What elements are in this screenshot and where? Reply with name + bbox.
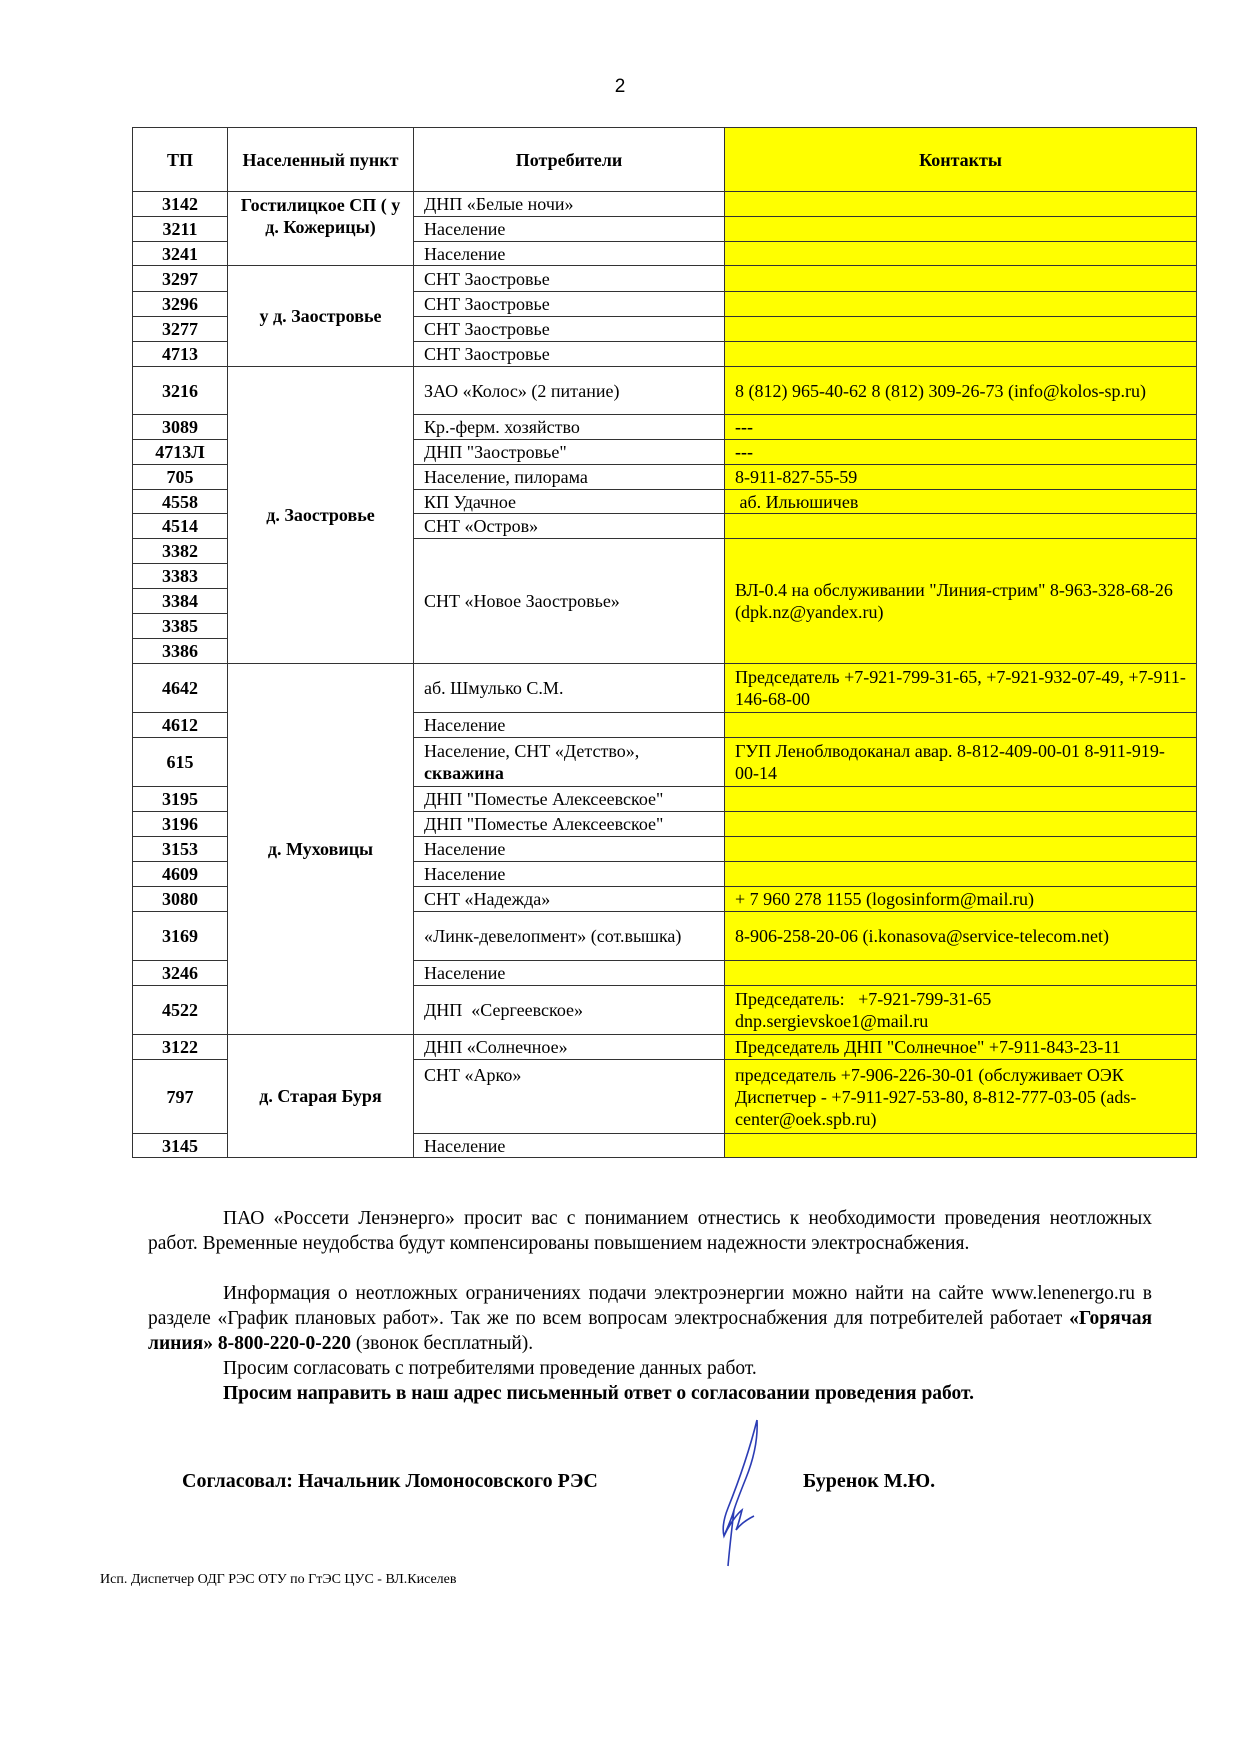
tp-cell: 3169 [133,912,228,961]
contact-cell [725,713,1197,738]
tp-cell: 4514 [133,514,228,539]
consumer-cell: СНТ Заостровье [414,266,725,292]
contact-cell [725,837,1197,862]
tp-cell: 797 [133,1060,228,1134]
header-locality: Населенный пункт [228,128,414,192]
tp-cell: 3297 [133,266,228,292]
contact-cell: ВЛ-0.4 на обслуживании "Линия-стрим" 8-963-328-68-26 (dpk.nz@yandex.ru) [725,539,1197,664]
tp-cell: 705 [133,465,228,490]
consumer-cell: «Линк-девелопмент» (сот.вышка) [414,912,725,961]
contact-cell [725,812,1197,837]
contact-cell: --- [725,415,1197,440]
contact-cell [725,317,1197,342]
tp-cell: 3195 [133,787,228,812]
consumer-cell: СНТ Заостровье [414,317,725,342]
contact-cell: 8 (812) 965-40-62 8 (812) 309-26-73 (info@kolos-sp.ru) [725,367,1197,415]
contact-cell [725,342,1197,367]
consumer-cell: Население [414,862,725,887]
tp-cell: 3382 [133,539,228,564]
consumer-cell [414,738,725,787]
consumer-cell: ДНП «Солнечное» [414,1035,725,1060]
tp-cell: 4522 [133,986,228,1035]
contact-cell: + 7 960 278 1155 (logosinform@mail.ru) [725,887,1197,912]
consumer-cell: СНТ Заостровье [414,292,725,317]
consumer-cell: Кр.-ферм. хозяйство [414,415,725,440]
tp-cell: 3089 [133,415,228,440]
locality-cell: д. Старая Буря [228,1035,414,1158]
table-header-row [133,128,1197,192]
contact-cell: Председатель ДНП "Солнечное" +7-911-843-23-11 [725,1035,1197,1060]
consumer-cell: Население [414,217,725,242]
consumer-cell: аб. Шмулько С.М. [414,664,725,713]
tp-cell: 3277 [133,317,228,342]
contact-cell [725,192,1197,217]
tp-cell: 3384 [133,589,228,614]
info-text: Информация о неотложных ограничениях подачи электроэнергии можно найти на сайте www.lenenergo.ru в разделе «График плановых работ». Так же по всем вопросам электроснабжения для потребителей работает [148,1283,1152,1329]
consumer-cell: Население [414,713,725,738]
consumer-cell: ДНП "Поместье Алексеевское" [414,812,725,837]
tp-cell: 615 [133,738,228,787]
tp-cell: 4609 [133,862,228,887]
paragraph-info [148,1281,1152,1356]
signatory-name: Буренок М.Ю. [803,1470,936,1492]
tp-cell: 3386 [133,639,228,664]
info-text-end: (звонок бесплатный). [351,1333,534,1354]
locality-cell: д. Муховицы [228,664,414,1035]
tp-cell: 3080 [133,887,228,912]
contact-cell [725,1134,1197,1158]
contact-cell [725,862,1197,887]
tp-cell: 4612 [133,713,228,738]
consumer-cell: ДНП "Поместье Алексеевское" [414,787,725,812]
paragraph-agree: Просим согласовать с потребителями проведение данных работ. [223,1358,757,1379]
contact-cell: ГУП Ленoблводоканал авар. 8-812-409-00-01 8-911-919-00-14 [725,738,1197,787]
consumer-cell: Население [414,1134,725,1158]
consumer-cell: СНТ Заостровье [414,342,725,367]
consumer-cell: Население [414,837,725,862]
contact-cell: 8-911-827-55-59 [725,465,1197,490]
table-row [133,192,1197,217]
consumer-cell: СНТ «Остров» [414,514,725,539]
header-consumers: Потребители [414,128,725,192]
contact-cell: Председатель +7-921-799-31-65, +7-921-932-07-49, +7-911-146-68-00 [725,664,1197,713]
tp-cell: 4713 [133,342,228,367]
consumer-cell: СНТ «Арко» [414,1060,725,1134]
tp-cell: 3153 [133,837,228,862]
tp-cell: 3122 [133,1035,228,1060]
tp-cell: 3216 [133,367,228,415]
consumer-cell: Население [414,242,725,266]
tp-cell: 3196 [133,812,228,837]
contact-cell [725,266,1197,292]
consumer-text: Население, СНТ «Детство», [424,741,640,761]
handwritten-signature-icon [710,1418,770,1573]
locality-cell: у д. Заостровье [228,266,414,367]
contact-cell [725,787,1197,812]
hotline-text: «Горячая линия» 8-800-220-0-220 [148,1308,1152,1354]
executor-footer: Исп. Диспетчер ОДГ РЭС ОТУ по ГтЭС ЦУС - ВЛ.Киселев [100,1572,457,1587]
contact-cell [725,514,1197,539]
tp-cell: 3246 [133,961,228,986]
page-number: 2 [614,76,626,97]
consumer-cell: ДНП "Заостровье" [414,440,725,465]
tp-cell: 3383 [133,564,228,589]
tp-cell: 4642 [133,664,228,713]
contact-cell: Председатель: +7-921-799-31-65 dnp.sergievskoe1@mail.ru [725,986,1197,1035]
tp-cell: 3385 [133,614,228,639]
tp-cell: 3142 [133,192,228,217]
consumer-cell: ДНП «Сергеевское» [414,986,725,1035]
contact-cell [725,961,1197,986]
contact-cell: аб. Ильюшичев [725,490,1197,514]
tp-cell: 3211 [133,217,228,242]
consumer-cell: СНТ «Новое Заостровье» [414,539,725,664]
table-row [133,266,1197,292]
consumer-cell: Население, пилорама [414,465,725,490]
consumer-cell: ЗАО «Колос» (2 питание) [414,367,725,415]
tp-cell: 3241 [133,242,228,266]
consumer-cell: СНТ «Надежда» [414,887,725,912]
contact-cell [725,242,1197,266]
locality-cell: Гостилицкое СП ( у д. Кожерицы) [228,192,414,266]
table-row [133,367,1197,415]
tp-cell: 4713Л [133,440,228,465]
consumer-cell: КП Удачное [414,490,725,514]
table-row [133,1035,1197,1060]
header-contacts: Контакты [725,128,1197,192]
consumer-cell: Население [414,961,725,986]
tp-cell: 4558 [133,490,228,514]
contact-cell [725,217,1197,242]
tp-cell: 3296 [133,292,228,317]
approved-by-label: Согласовал: Начальник Ломоносовского РЭС [182,1470,598,1492]
consumer-cell: ДНП «Белые ночи» [414,192,725,217]
tp-cell: 3145 [133,1134,228,1158]
header-tp: ТП [133,128,228,192]
contact-cell: --- [725,440,1197,465]
outage-table [132,127,1197,1158]
consumer-text-bold: скважина [424,763,504,783]
contact-cell: 8-906-258-20-06 (i.konasova@service-telecom.net) [725,912,1197,961]
contact-cell [725,292,1197,317]
paragraph-reply-request: Просим направить в наш адрес письменный ответ о согласовании проведения работ. [223,1383,975,1404]
locality-cell: д. Заостровье [228,367,414,664]
table-row [133,664,1197,713]
contact-cell: председатель +7-906-226-30-01 (обслуживает ОЭК Диспетчер - +7-911-927-53-80, 8-812-777-03-05 (ads-center@oek.spb.ru) [725,1060,1197,1134]
paragraph-apology: ПАО «Россети Ленэнерго» просит вас с пониманием отнестись к необходимости проведения неотложных работ. Временные неудобства будут компенсированы повышением надежности электроснабжения. [148,1208,1152,1254]
